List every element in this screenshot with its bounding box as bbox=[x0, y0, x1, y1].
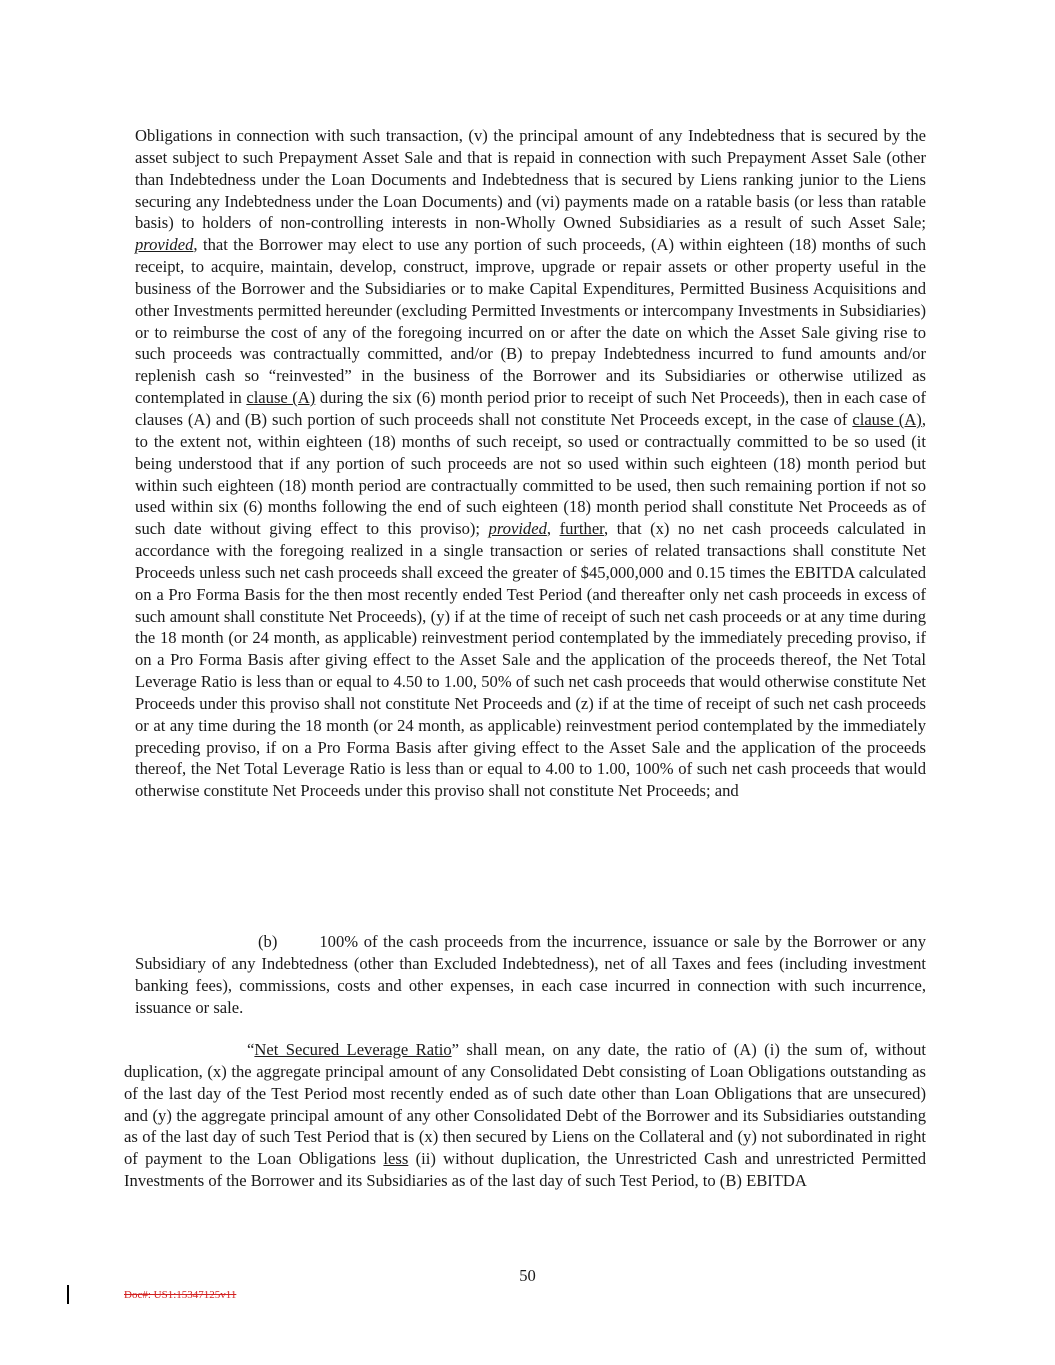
change-bar bbox=[67, 1285, 69, 1304]
page-number: 50 bbox=[519, 1266, 536, 1285]
text-run: 100% of the cash proceeds from the incurrence, issuance or sale by the Borrower or any Subsidiary of any Indebtedness (other than Excluded Indebtedness), net of all Taxes and fees (including investment banking fees), commissions, costs and other expenses, in each case incurred in connection with such incurrence, issuance or sale. bbox=[135, 932, 926, 1017]
text-run: , that (x) no net cash proceeds calculated in accordance with the foregoing realized in a single transaction or series of related transactions shall constitute Net Proceeds unless such net cash proceeds shall exceed the greater of $45,000,000 and 0.15 times the EBITDA calculated on a Pro Forma Basis for the then most recently ended Test Period (and thereafter only net cash proceeds in excess of such amount shall constitute Net Proceeds), (y) if at the time of receipt of such net cash proceeds or at any time during the 18 month (or 24 month, as applicable) reinvestment period contemplated by the immediately preceding proviso, if on a Pro Forma Basis after giving effect to the Asset Sale and the application of the proceeds thereof, the Net Total Leverage Ratio is less than or equal to 4.50 to 1.00, 50% of such net cash proceeds that would otherwise constitute Net Proceeds under this proviso shall not constitute Net Proceeds and (z) if at the time of receipt of such net cash proceeds or at any time during the 18 month (or 24 month, as applicable) reinvestment period contemplated by the immediately preceding proviso, if on a Pro Forma Basis after giving effect to the Asset Sale and the application of the proceeds thereof, the Net Total Leverage Ratio is less than or equal to 4.00 to 1.00, 100% of such net cash proceeds that would otherwise constitute Net Proceeds under this proviso shall not constitute Net Proceeds; and bbox=[135, 519, 926, 801]
text-run: Obligations in connection with such transaction, (v) the principal amount of any Indebtedness that is secured by the asset subject to such Prepayment Asset Sale and that is repaid in connection with such Prepayment Asset Sale (other than Indebtedness under the Loan Documents and Indebtedness that is secured by Liens ranking junior to the Liens securing any Indebtedness under the Loan Documents) and (vi) payments made on a ratable basis (or less than ratable basis) to holders of non-controlling interests in non-Wholly Owned Subsidiaries as a result of such Asset Sale; bbox=[135, 126, 926, 233]
text-run: ” shall mean, on any date, the ratio of (A) (i) the sum of, without duplication, (x) the aggregate principal amount of any Consolidated Debt consisting of Loan Obligations outstanding as of the last day of the Test Period most recently ended as of such date other than Loan Obligations that are unsecured) and (y) the aggregate principal amount of any other Consolidated Debt of the Borrower and its Subsidiaries outstanding as of the last day of such Test Period that is (x) then secured by Liens on the Collateral and (y) not subordinated in right of payment to the Loan Obligations bbox=[124, 1040, 927, 1169]
text-run: (ii) without duplication, the Unrestricted Cash and unrestricted Permitted Investments of the Borrower and its Subsidiaries as of the last day of such Test Period, to (B) EBITDA bbox=[124, 1149, 926, 1191]
text-run: , that the Borrower may elect to use any portion of such proceeds, (A) within eighteen (18) months of such receipt, to acquire, maintain, develop, construct, improve, upgrade or repair assets or other property useful in the business of the Borrower and the Subsidiaries or to make Capital Expenditures, Permitted Business Acquisitions and other Investments permitted hereunder (excluding Permitted Investments or intercompany Investments in Subsidiaries) or to reimburse the cost of any of the foregoing incurred on or after the date on which the Asset Sale giving rise to such proceeds was contractually committed, and/or (B) to prepay Indebtedness incurred to fund amounts and/or replenish cash so “reinvested” in the business of the Borrower and its Subsidiaries or otherwise utilized as contemplated in bbox=[135, 235, 926, 408]
clause-a-reference: clause (A) bbox=[852, 409, 922, 429]
defined-term: Net Secured Leverage Ratio bbox=[254, 1040, 452, 1059]
text-run: , to the extent not, within eighteen (18) months of such receipt, so used or contractually committed to be so used (it being understood that if any portion of such proceeds are not so used within such eighteen (18) month period but within such eighteen (18) month period are contractually committed to be used, then such remaining portion if not so used within six (6) months following the end of such eighteen (18) month period shall constitute Net Proceeds as of such date without giving effect to this proviso); bbox=[135, 409, 926, 539]
provided-term: provided bbox=[488, 519, 547, 539]
further-term: further bbox=[559, 519, 605, 539]
less-term: less bbox=[383, 1149, 409, 1169]
clause-marker: (b) bbox=[258, 932, 278, 951]
definition-paragraph-net-secured-leverage-ratio bbox=[124, 1039, 926, 1192]
body-paragraph-proceeds-proviso bbox=[135, 125, 926, 802]
provided-term: provided bbox=[135, 235, 194, 255]
text-run: , bbox=[546, 519, 560, 539]
text-run: during the six (6) month period prior to receipt of such Net Proceeds), then in each case of clauses (A) and (B) such portion of such proceeds shall not constitute Net Proceeds except, in the case of bbox=[135, 388, 926, 429]
document-id-footer: Doc#: US1:15347125v11 bbox=[124, 1289, 237, 1301]
body-paragraph-clause-b bbox=[135, 931, 926, 1018]
clause-a-reference: clause (A) bbox=[246, 388, 316, 408]
open-quote: “ bbox=[247, 1040, 255, 1059]
